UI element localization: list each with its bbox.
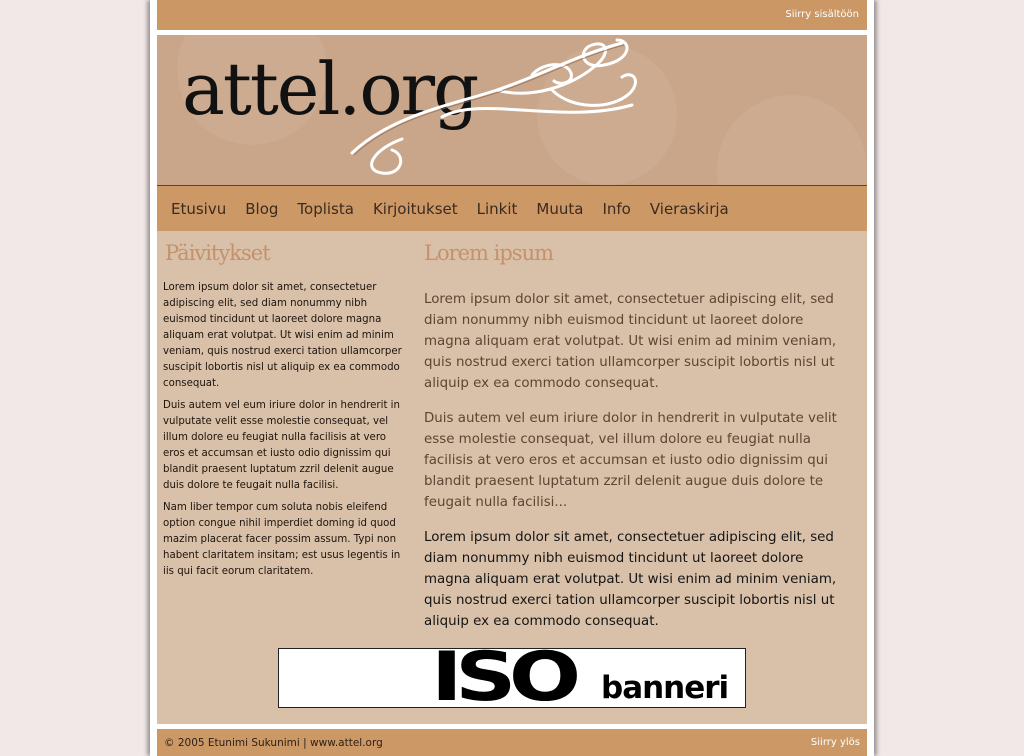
article-paragraph: Lorem ipsum dolor sit amet, consectetuer adipiscing elit, sed diam nonummy nibh euismod tincidunt ut laoreet dolore magna aliquam erat volutpat. Ut wisi enim ad minim veniam, quis nostrud exerci tation ullamcorper suscipit lobortis nisl ut aliquip ex ea commodo consequat. — [424, 292, 837, 391]
banner-small-text: banneri — [601, 670, 729, 706]
page-container — [150, 0, 874, 756]
nav-item-toplista[interactable]: Toplista — [297, 199, 354, 218]
nav-item-kirjoitukset[interactable]: Kirjoitukset — [372, 199, 458, 218]
logo-swirl-icon — [332, 35, 642, 185]
article-paragraph: Duis autem vel eum iriure dolor in hendrerit in vulputate velit esse molestie consequat, vel illum dolore eu feugiat nulla facilisis at vero eros et accumsan et iusto odio dignissim qui blandit praesent luptatum zzril delenit augue duis dolore te feugait nulla facilisi... — [424, 411, 837, 510]
article-paragraph: Lorem ipsum dolor sit amet, consectetuer adipiscing elit, sed diam nonummy nibh euismod tincidunt ut laoreet dolore magna aliquam erat volutpat. Ut wisi enim ad minim veniam, quis nostrud exerci tation ullamcorper suscipit lobortis nisl ut aliquip ex ea commodo consequat. — [424, 530, 837, 629]
nav-item-linkit[interactable]: Linkit — [476, 199, 518, 218]
copyright-text: © 2005 Etunimi Sukunimi | www.attel.org — [164, 737, 383, 749]
skip-to-content-link[interactable]: Siirry sisältöön — [785, 9, 859, 20]
nav-item-vieraskirja[interactable]: Vieraskirja — [649, 199, 729, 218]
updates-paragraph: Duis autem vel eum iriure dolor in hendrerit in vulputate velit esse molestie consequat, vel illum dolore eu feugiat nulla facilisis at vero eros et accumsan et iusto odio dignissim qui blandit praesent luptatum zzril delenit augue duis dolore te feugait nulla facilisi. — [163, 400, 400, 491]
header-decoration — [717, 95, 867, 186]
top-bar — [157, 0, 867, 30]
site-footer — [157, 729, 867, 756]
article-column — [424, 241, 844, 646]
updates-column — [163, 241, 403, 586]
main-nav — [157, 186, 867, 231]
site-logo[interactable]: attel.org — [182, 47, 478, 131]
iso-banner[interactable] — [278, 648, 746, 708]
nav-item-etusivu[interactable]: Etusivu — [171, 199, 227, 218]
article-title: Lorem ipsum — [424, 241, 554, 265]
nav-item-info[interactable]: Info — [602, 199, 631, 218]
site-header — [157, 35, 867, 186]
updates-title: Päivitykset — [165, 241, 270, 265]
updates-paragraph: Nam liber tempor cum soluta nobis eleifend option congue nihil imperdiet doming id quod mazim placerat facer possim assum. Typi non habent claritatem insitam; est usus legentis in iis qui facit eorum claritatem. — [163, 502, 401, 577]
nav-item-muuta[interactable]: Muuta — [536, 199, 584, 218]
nav-item-blog[interactable]: Blog — [245, 199, 279, 218]
main-content — [157, 231, 867, 724]
updates-paragraph: Lorem ipsum dolor sit amet, consectetuer adipiscing elit, sed diam nonummy nibh euismod tincidunt ut laoreet dolore magna aliquam erat volutpat. Ut wisi enim ad minim veniam, quis nostrud exerci tation ullamcorper suscipit lobortis nisl ut aliquip ex ea commodo consequat. — [163, 282, 402, 389]
back-to-top-link[interactable]: Siirry ylös — [810, 737, 860, 748]
banner-big-text: ISO — [431, 648, 574, 708]
